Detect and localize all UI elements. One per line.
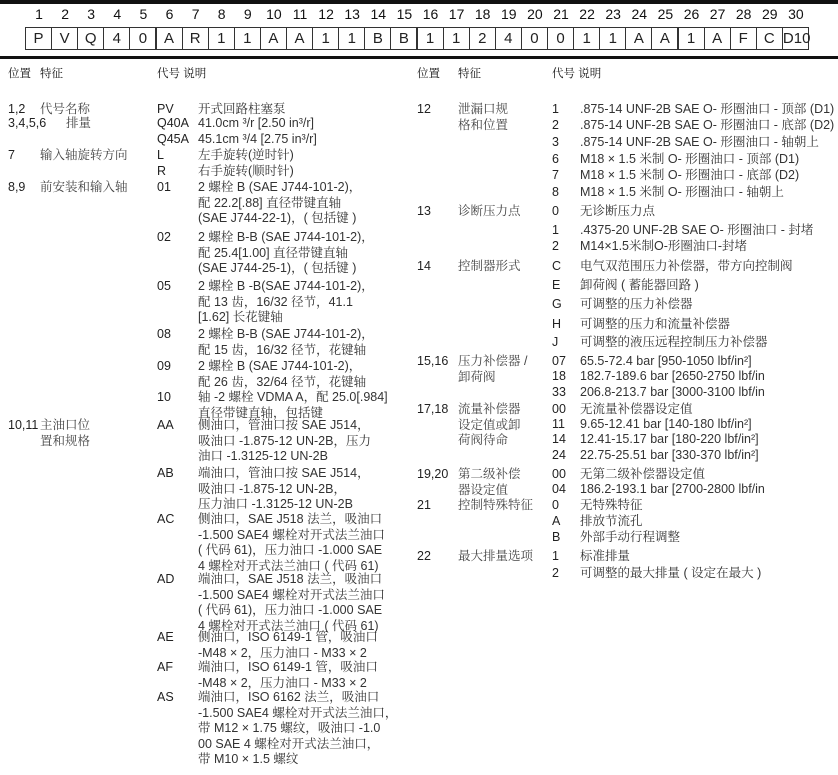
description-line: 端油口，SAE J518 法兰，吸油口 <box>198 572 383 586</box>
option-code: PV <box>157 102 174 116</box>
option-description <box>580 402 693 418</box>
option-code: 14 <box>552 432 566 446</box>
option-code: 1 <box>552 102 559 116</box>
option-code: R <box>157 164 167 178</box>
model-code-cell: D10 <box>782 27 809 50</box>
feature-label: 设定值或卸 <box>458 417 521 432</box>
position-number: 16 <box>422 6 439 22</box>
description-line: -1.500 SAE4 螺栓对开式法兰油口， <box>198 705 398 720</box>
description-line: 00 SAE 4 螺栓对开式法兰油口， <box>198 736 380 751</box>
option-description <box>580 432 759 448</box>
description-line: 吸油口 -1.875-12 UN-2B，压力 <box>198 433 371 448</box>
feature-label: 控制器形式 <box>458 259 521 273</box>
model-code-cell: A <box>625 27 652 50</box>
position-label: 19,20 <box>417 467 449 481</box>
description-line: 侧油口，SAE J518 法兰，吸油口 <box>198 512 383 526</box>
option-code: 7 <box>552 168 559 182</box>
option-description <box>198 690 397 768</box>
feature-label: 流量补偿器 <box>458 402 521 416</box>
model-code-cell: C <box>756 27 783 50</box>
position-label: 14 <box>417 259 431 273</box>
position-number: 6 <box>165 6 174 22</box>
model-code-cell: 0 <box>547 27 574 50</box>
option-code: AB <box>157 466 174 480</box>
position-label: 22 <box>417 549 431 563</box>
option-description <box>198 572 385 634</box>
description-line: (SAE J744-22-1)，( 包括键 ) <box>198 211 357 226</box>
description-line: 右手旋转(顺时针) <box>198 164 294 178</box>
position-number: 25 <box>657 6 674 22</box>
model-code-cell: 1 <box>417 27 444 50</box>
option-code: 2 <box>552 118 559 132</box>
option-description <box>580 482 765 498</box>
description-line: -M48 × 2，压力油口 - M33 × 2 <box>198 675 367 690</box>
description-line: 配 26 齿，32/64 径节，花键轴 <box>198 374 367 389</box>
description-line: 配 25.4[1.00] 直径带键直轴 <box>198 245 349 260</box>
description-line: 22.75-25.51 bar [330-370 lbf/in²] <box>580 448 759 462</box>
position-label: 10,11 <box>8 418 39 432</box>
position-number: 15 <box>396 6 413 22</box>
option-code: AS <box>157 690 174 704</box>
option-code: L <box>157 148 164 162</box>
option-description <box>580 514 643 530</box>
description-line: 可调整的压力和流量补偿器 <box>580 317 731 331</box>
option-description <box>198 512 385 574</box>
option-description <box>198 132 317 148</box>
option-code: 09 <box>157 359 171 373</box>
description-line: 2 螺栓 B (SAE J744-101-2)， <box>198 180 362 194</box>
description-line: 开式回路柱塞泵 <box>198 102 286 116</box>
model-code-cell: A <box>260 27 287 50</box>
position-number: 24 <box>631 6 648 22</box>
position-number: 4 <box>113 6 122 22</box>
position-label: 15,16 <box>417 354 449 368</box>
description-line: 12.41-15.17 bar [180-220 lbf/in²] <box>580 432 759 446</box>
option-description <box>198 116 314 132</box>
description-line: -1.500 SAE4 螺栓对开式法兰油口 <box>198 527 385 542</box>
model-code-cell: A <box>286 27 313 50</box>
option-description <box>198 164 294 180</box>
description-line: 2 螺栓 B-B (SAE J744-101-2)， <box>198 327 374 341</box>
option-code: 6 <box>552 152 559 166</box>
position-number: 26 <box>683 6 700 22</box>
position-number: 19 <box>501 6 517 22</box>
description-line: 配 15 齿，16/32 径节，花键轴 <box>198 342 367 357</box>
feature-label: 主油口位 <box>40 418 91 432</box>
position-number: 23 <box>605 6 621 22</box>
option-code: 8 <box>552 185 559 199</box>
option-code: B <box>552 530 561 544</box>
option-description <box>198 390 388 421</box>
option-code: 3 <box>552 135 559 149</box>
option-description <box>580 204 655 220</box>
option-code: Q40A <box>157 116 189 130</box>
option-code: 33 <box>552 385 566 399</box>
position-label: 8,9 <box>8 180 26 194</box>
description-line: 端油口，ISO 6162 法兰，吸油口 <box>198 690 380 704</box>
description-line: M18 × 1.5 米制 O- 形圈油口 - 轴朝上 <box>580 185 784 199</box>
description-line: 左手旋转(逆时针) <box>198 148 294 162</box>
option-code: 1 <box>552 223 559 237</box>
top-rule <box>0 0 838 4</box>
position-number: 30 <box>788 6 804 22</box>
option-description <box>580 278 699 294</box>
position-label: 13 <box>417 204 431 218</box>
option-code: AC <box>157 512 175 526</box>
description-line: .875-14 UNF-2B SAE O- 形圈油口 - 底部 (D2) <box>580 118 835 132</box>
feature-label: 格和位置 <box>458 117 509 132</box>
header-code-desc: 代号 说明 <box>157 68 207 80</box>
header-feature: 特征 <box>40 68 63 80</box>
option-code: J <box>552 335 559 349</box>
model-code-cell: R <box>182 27 209 50</box>
description-line: 无特殊特征 <box>580 498 643 512</box>
description-line: ( 代码 61)，压力油口 -1.000 SAE <box>198 603 383 618</box>
option-description <box>580 239 747 255</box>
model-code-cell: 1 <box>338 27 365 50</box>
description-line: 可调整的压力补偿器 <box>580 297 693 311</box>
option-description <box>580 335 768 351</box>
description-line: 2 螺栓 B -B(SAE J744-101-2)， <box>198 279 374 293</box>
option-code: 02 <box>157 230 171 244</box>
position-number: 2 <box>61 6 69 22</box>
option-description <box>198 148 294 164</box>
header-feature-right: 特征 <box>458 68 481 80</box>
option-description <box>198 359 366 390</box>
description-line: 排放节流孔 <box>580 514 643 528</box>
description-line: 可调整的最大排量 ( 设定在最大 ) <box>580 566 762 580</box>
model-code-cell: 4 <box>103 27 130 50</box>
feature-label: 荷阀待命 <box>458 433 509 448</box>
description-line: 无诊断压力点 <box>580 204 656 218</box>
description-line: 配 22.2[.88] 直径带键直轴 <box>198 195 342 210</box>
model-code-cell: A <box>156 27 183 50</box>
model-code-cell: A <box>704 27 731 50</box>
option-code: 00 <box>552 467 566 481</box>
option-description <box>580 467 705 483</box>
description-line: M18 × 1.5 米制 O- 形圈油口 - 顶部 (D1) <box>580 152 800 166</box>
option-code: 08 <box>157 327 171 341</box>
description-line: 41.0cm ³/r [2.50 in³/r] <box>198 116 315 130</box>
option-code: 1 <box>552 549 559 563</box>
position-number: 20 <box>527 6 543 22</box>
option-code: 05 <box>157 279 171 293</box>
position-number: 3 <box>87 6 96 22</box>
position-label: 17,18 <box>417 402 449 416</box>
description-line: 侧油口，管油口按 SAE J514， <box>198 418 370 432</box>
description-line: 压力油口 -1.3125-12 UN-2B <box>198 497 353 512</box>
option-code: E <box>552 278 561 292</box>
description-line: .4375-20 UNF-2B SAE O- 形圈油口 - 封堵 <box>580 223 814 237</box>
option-description <box>580 498 643 514</box>
position-number: 27 <box>709 6 726 22</box>
option-code: AA <box>157 418 174 432</box>
description-line: (SAE J744-25-1)，( 包括键 ) <box>198 261 357 276</box>
feature-label: 输入轴旋转方向 <box>40 148 128 162</box>
model-code-cell: F <box>730 27 757 50</box>
description-line: [1.62] 长花键轴 <box>198 310 283 325</box>
description-line: 带 M10 × 1.5 螺纹 <box>198 752 299 767</box>
description-line: 206.8-213.7 bar [3000-3100 lbf/in <box>580 385 765 399</box>
model-code-cell: 1 <box>208 27 235 50</box>
position-number: 5 <box>139 6 148 22</box>
model-code-cell: B <box>390 27 417 50</box>
header-pos: 位置 <box>8 68 31 80</box>
option-description <box>580 369 765 385</box>
position-number: 9 <box>243 6 252 22</box>
description-line: 186.2-193.1 bar [2700-2800 lbf/in <box>580 482 765 496</box>
description-line: 9.65-12.41 bar [140-180 lbf/in²] <box>580 417 752 431</box>
description-line: 直径带键直轴，包括键 <box>198 405 324 420</box>
option-description <box>580 223 813 239</box>
position-number: 14 <box>370 6 387 22</box>
model-code-cell: V <box>51 27 78 50</box>
option-description <box>580 168 799 184</box>
model-code-cell: B <box>364 27 391 50</box>
position-number: 8 <box>217 6 226 22</box>
position-number: 12 <box>318 6 334 22</box>
model-code-cell: 1 <box>678 27 705 50</box>
option-description <box>198 660 378 691</box>
description-line: 4 螺栓对开式法兰油口 ( 代码 61) <box>198 618 379 633</box>
description-line: 油口 -1.3125-12 UN-2B <box>198 449 328 464</box>
model-code-cell: 1 <box>312 27 339 50</box>
option-description <box>198 180 361 227</box>
option-code: AD <box>157 572 175 586</box>
feature-label: 泄漏口规 <box>458 102 509 116</box>
option-code: 11 <box>552 417 565 431</box>
model-code-cell: 1 <box>573 27 600 50</box>
option-code: A <box>552 514 561 528</box>
description-line: 无流量补偿器设定值 <box>580 402 693 416</box>
model-code-cell: 4 <box>495 27 522 50</box>
feature-label: 排量 <box>66 116 92 130</box>
header-rule <box>0 56 838 59</box>
model-code-cell: P <box>25 27 52 50</box>
description-line: 65.5-72.4 bar [950-1050 lbf/in²] <box>580 354 752 368</box>
option-code: AE <box>157 630 174 644</box>
option-description <box>580 102 834 118</box>
feature-label: 控制特殊特征 <box>458 498 534 512</box>
option-code: G <box>552 297 562 311</box>
description-line: M14×1.5米制O-形圈油口-封堵 <box>580 239 748 253</box>
option-description <box>580 185 784 201</box>
position-number: 21 <box>553 6 569 22</box>
option-code: Q45A <box>157 132 189 146</box>
model-code-cell: Q <box>77 27 104 50</box>
option-description <box>198 630 378 661</box>
description-line: .875-14 UNF-2B SAE O- 形圈油口 - 轴朝上 <box>580 135 819 149</box>
option-code: 00 <box>552 402 566 416</box>
position-label: 12 <box>417 102 431 116</box>
option-code: 18 <box>552 369 566 383</box>
description-line: 侧油口，ISO 6149-1 管，吸油口 <box>198 630 378 644</box>
description-line: ( 代码 61)，压力油口 -1.000 SAE <box>198 543 383 558</box>
feature-label: 诊断压力点 <box>458 204 521 218</box>
header-pos-right: 位置 <box>417 68 440 80</box>
feature-label: 最大排量选项 <box>458 549 534 563</box>
feature-label: 卸荷阀 <box>458 369 496 384</box>
feature-label: 压力补偿器 / <box>458 354 528 368</box>
option-description <box>580 530 680 546</box>
description-line: 端油口，ISO 6149-1 管，吸油口 <box>198 660 378 674</box>
model-code-cell: A <box>651 27 678 50</box>
description-line: 182.7-189.6 bar [2650-2750 lbf/in <box>580 369 765 383</box>
option-description <box>198 418 371 465</box>
feature-label: 前安装和输入轴 <box>40 180 128 194</box>
option-description <box>198 327 374 358</box>
position-label: 1,2 <box>8 102 26 116</box>
position-number: 29 <box>762 6 778 22</box>
option-description <box>580 417 752 433</box>
description-line: 电气双范围压力补偿器，带方向控制阀 <box>580 259 793 273</box>
model-code-cell: 0 <box>129 27 156 50</box>
feature-label: 置和规格 <box>40 433 91 448</box>
model-code-cell: 1 <box>443 27 470 50</box>
option-description <box>198 466 370 513</box>
option-description <box>580 118 834 134</box>
option-description <box>198 230 374 277</box>
feature-label: 代号名称 <box>40 102 91 116</box>
option-description <box>580 354 752 370</box>
description-line: 带 M12 × 1.75 螺纹，吸油口 -1.0 <box>198 721 381 736</box>
description-line: M18 × 1.5 米制 O- 形圈油口 - 底部 (D2) <box>580 168 800 182</box>
description-line: 4 螺栓对开式法兰油口 ( 代码 61) <box>198 558 379 573</box>
model-code-cell: 2 <box>469 27 496 50</box>
option-description <box>580 566 761 582</box>
description-line: 外部手动行程调整 <box>580 530 681 544</box>
position-label: 7 <box>8 148 15 162</box>
position-number: 1 <box>35 6 43 22</box>
position-number: 7 <box>191 6 200 22</box>
description-line: 2 螺栓 B-B (SAE J744-101-2)， <box>198 230 374 244</box>
option-code: 01 <box>157 180 171 194</box>
model-code-cell: 0 <box>521 27 548 50</box>
description-line: .875-14 UNF-2B SAE O- 形圈油口 - 顶部 (D1) <box>580 102 835 116</box>
option-code: 04 <box>552 482 566 496</box>
option-code: AF <box>157 660 173 674</box>
option-code: H <box>552 317 562 331</box>
header-code-desc-right: 代号 说明 <box>552 68 602 80</box>
description-line: 无第二级补偿器设定值 <box>580 467 706 481</box>
option-description <box>580 448 759 464</box>
option-description <box>580 385 765 401</box>
position-number: 28 <box>735 6 752 22</box>
position-label: 21 <box>417 498 431 512</box>
feature-label: 器设定值 <box>458 482 509 497</box>
option-description <box>580 135 819 151</box>
description-line: -1.500 SAE4 螺栓对开式法兰油口 <box>198 587 385 602</box>
option-description <box>580 259 793 275</box>
position-label: 3,4,5,6 <box>8 116 47 130</box>
description-line: -M48 × 2，压力油口 - M33 × 2 <box>198 645 367 660</box>
option-code: 2 <box>552 239 559 253</box>
model-code-cell: 1 <box>234 27 261 50</box>
position-number: 22 <box>579 6 595 22</box>
option-code: C <box>552 259 562 273</box>
option-description <box>580 152 799 168</box>
option-description <box>580 549 630 565</box>
feature-label: 第二级补偿 <box>458 467 521 481</box>
position-number: 17 <box>448 6 465 22</box>
position-number: 18 <box>474 6 491 22</box>
position-number: 13 <box>344 6 360 22</box>
position-number: 11 <box>292 6 308 22</box>
description-line: 标准排量 <box>580 549 631 563</box>
option-code: 24 <box>552 448 566 462</box>
position-number: 10 <box>266 6 282 22</box>
option-code: 10 <box>157 390 171 404</box>
description-line: 配 13 齿，16/32 径节，41.1 <box>198 294 353 309</box>
description-line: 45.1cm ³/4 [2.75 in³/r] <box>198 132 317 146</box>
description-line: 端油口，管油口按 SAE J514， <box>198 466 370 480</box>
option-description <box>198 279 374 326</box>
option-code: 0 <box>552 204 559 218</box>
description-line: 2 螺栓 B (SAE J744-101-2)， <box>198 359 362 373</box>
description-line: 卸荷阀 ( 蓄能器回路 ) <box>580 278 699 292</box>
option-description <box>580 317 730 333</box>
option-code: 07 <box>552 354 566 368</box>
option-code: 0 <box>552 498 559 512</box>
model-code-cell: 1 <box>599 27 626 50</box>
option-code: 2 <box>552 566 559 580</box>
description-line: 可调整的液压远程控制压力补偿器 <box>580 335 768 349</box>
description-line: 吸油口 -1.875-12 UN-2B， <box>198 481 346 496</box>
description-line: 轴 -2 螺栓 VDMA A，配 25.0[.984] <box>198 390 388 404</box>
option-description <box>580 297 693 313</box>
